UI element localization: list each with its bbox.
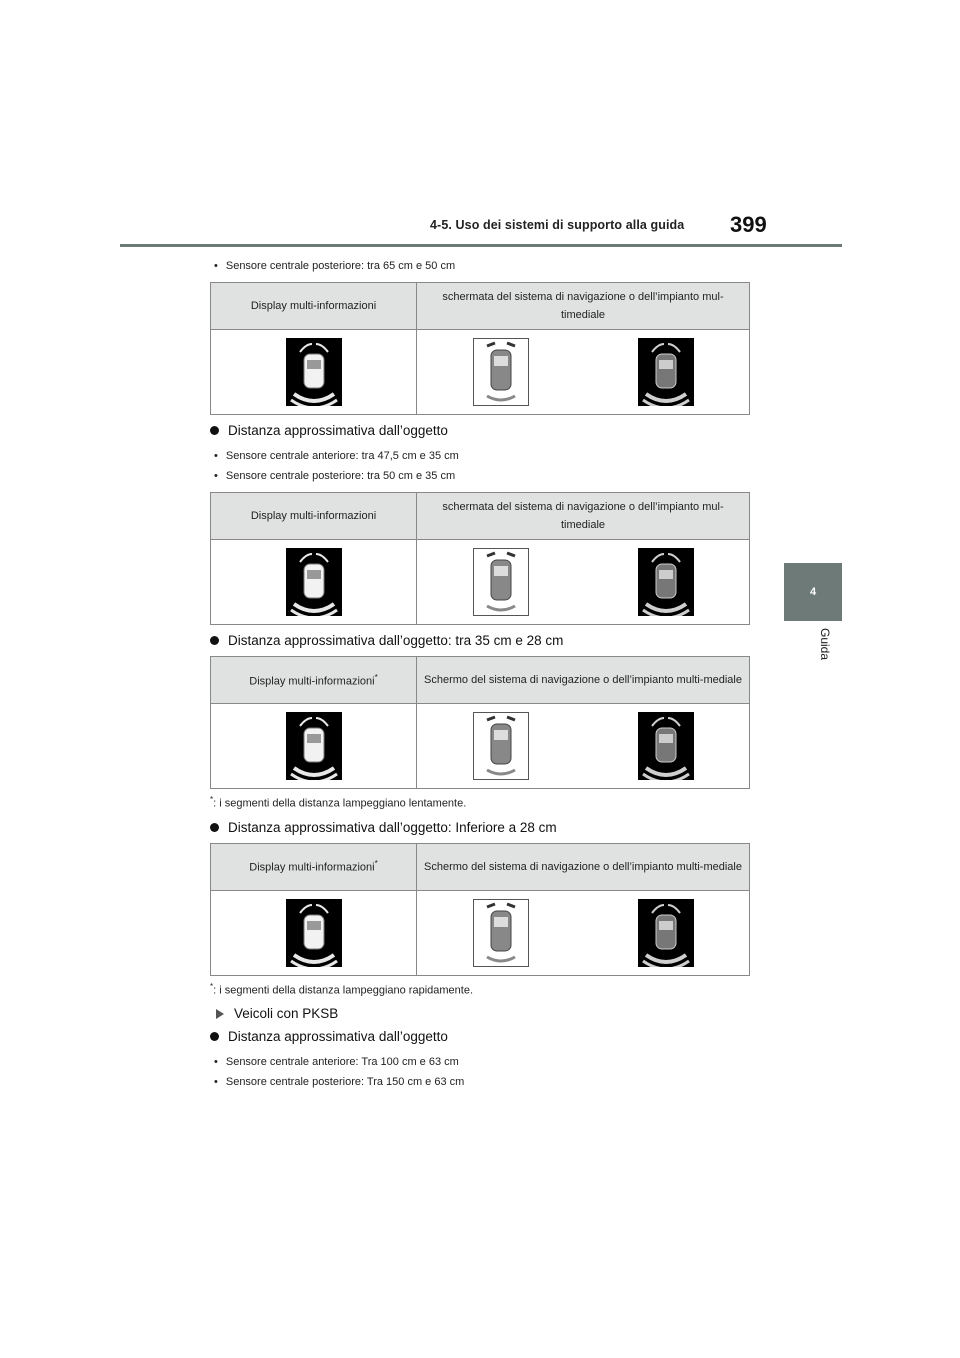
bullet-icon (210, 823, 219, 832)
display-table-4 (210, 843, 750, 976)
display-table-1 (210, 282, 750, 415)
col-header-mid: Display multi-informazioni* (211, 843, 417, 890)
section-heading: Distanza approssimativa dall’oggetto (210, 1029, 750, 1044)
list-item: • Sensore centrale posteriore: tra 50 cm e 35 cm (210, 466, 750, 486)
chapter-tab: 4 (784, 563, 842, 621)
bullet-icon (210, 426, 219, 435)
col-header-nav: Schermo del sistema di navigazione o dell’impianto multi-mediale (417, 657, 750, 704)
list-item: • Sensore centrale posteriore: tra 65 cm e 50 cm (210, 256, 750, 276)
nav-sensor-display-icon (473, 338, 529, 406)
col-header-mid: Display multi-informazioni* (211, 657, 417, 704)
header-rule (120, 244, 842, 247)
display-table-2 (210, 492, 750, 625)
nav-dark-sensor-display-icon (638, 899, 694, 967)
col-header-mid: Display multi-informazioni (211, 283, 417, 330)
page-content (210, 256, 750, 1092)
bullet-icon (210, 1032, 219, 1041)
section-heading: Distanza approssimativa dall’oggetto (210, 423, 750, 438)
subsection-heading: Veicoli con PKSB (210, 1006, 750, 1021)
footnote: *: i segmenti della distanza lampeggiano lentamente. (210, 795, 467, 810)
chapter-label: Guida (818, 628, 832, 661)
nav-dark-sensor-display-icon (638, 712, 694, 780)
mid-sensor-display-icon (286, 712, 342, 780)
page-number: 399 (730, 212, 767, 237)
section-heading: Distanza approssimativa dall’oggetto: Inferiore a 28 cm (210, 820, 750, 835)
col-header-mid: Display multi-informazioni (211, 493, 417, 540)
list-item: • Sensore centrale anteriore: Tra 100 cm e 63 cm (210, 1052, 750, 1072)
mid-sensor-display-icon (286, 899, 342, 967)
nav-sensor-display-icon (473, 712, 529, 780)
mid-sensor-display-icon (286, 548, 342, 616)
section-title: 4-5. Uso dei sistemi di supporto alla guida (430, 218, 685, 232)
nav-sensor-display-icon (473, 548, 529, 616)
col-header-nav: Schermo del sistema di navigazione o dell’impianto multi-mediale (417, 843, 750, 890)
nav-dark-sensor-display-icon (638, 338, 694, 406)
col-header-nav: schermata del sistema di navigazione o dell’impianto mul-timediale (417, 283, 750, 330)
mid-sensor-display-icon (286, 338, 342, 406)
col-header-nav: schermata del sistema di navigazione o dell’impianto mul-timediale (417, 493, 750, 540)
bullet-icon (210, 636, 219, 645)
triangle-icon (216, 1009, 224, 1019)
display-table-3 (210, 656, 750, 789)
list-item: • Sensore centrale posteriore: Tra 150 cm e 63 cm (210, 1072, 750, 1092)
footnote: *: i segmenti della distanza lampeggiano rapidamente. (210, 981, 474, 997)
nav-dark-sensor-display-icon (638, 548, 694, 616)
nav-sensor-display-icon (473, 899, 529, 967)
section-heading: Distanza approssimativa dall’oggetto: tra 35 cm e 28 cm (210, 633, 750, 648)
list-item: • Sensore centrale anteriore: tra 47,5 cm e 35 cm (210, 446, 750, 466)
